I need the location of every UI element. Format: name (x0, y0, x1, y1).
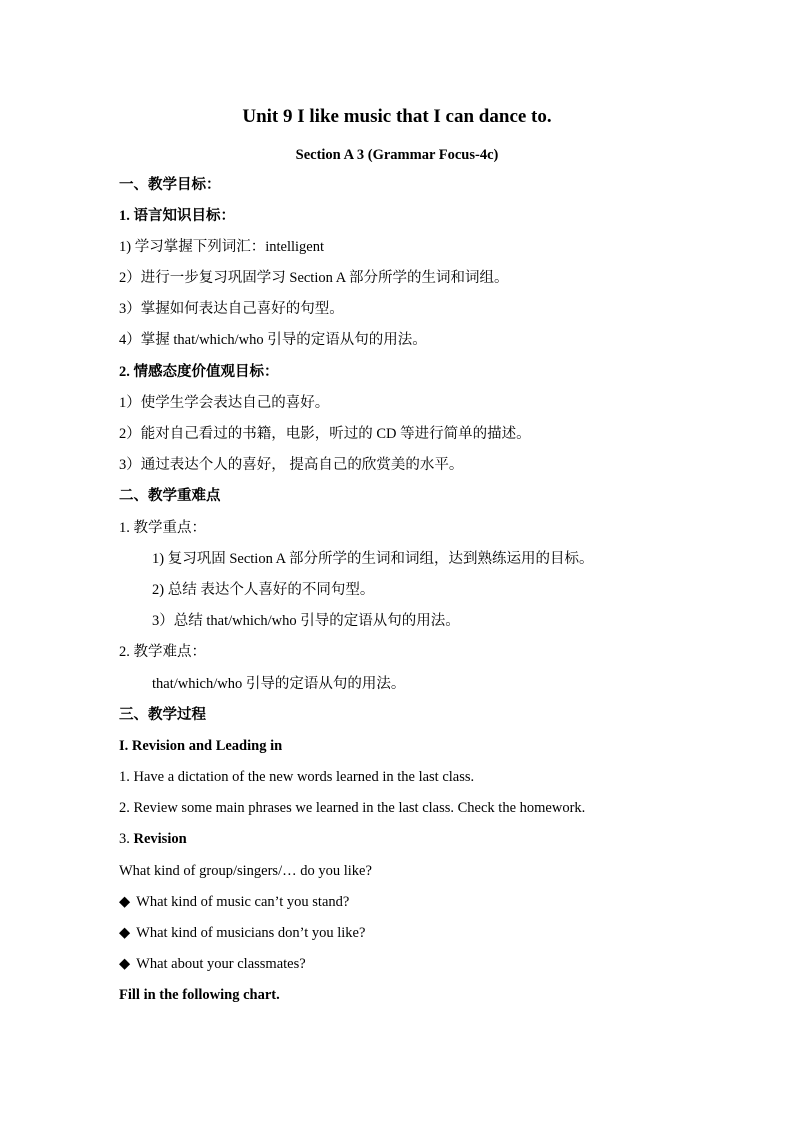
fill-chart-instruction: Fill in the following chart. (119, 987, 280, 1003)
bullet-item (119, 892, 349, 912)
revision-question: What kind of group/singers/… do you like? (119, 863, 372, 879)
focus-label: 1. 教学重点： (119, 520, 206, 536)
objectives-heading: 一、教学目标： (119, 177, 221, 193)
language-objective-item: 4）掌握 that/which/who 引导的定语从句的用法。 (119, 332, 427, 348)
process-heading: 三、教学过程 (119, 707, 206, 723)
step-review: 2. Review some main phrases we learned in the last class. Check the homework. (119, 800, 586, 816)
diamond-bullet-icon: ◆ (119, 925, 131, 941)
focus-item: 3）总结 that/which/who 引导的定语从句的用法。 (152, 613, 460, 629)
focus-item: 1) 复习巩固 Section A 部分所学的生词和词组，达到熟练运用的目标。 (152, 551, 594, 567)
key-points-heading: 二、教学重难点 (119, 488, 221, 504)
emotion-objective-item: 3）通过表达个人的喜好， 提高自己的欣赏美的水平。 (119, 457, 464, 473)
bullet-item (119, 954, 306, 974)
bullet-text: What kind of musicians don’t you like? (136, 925, 366, 941)
page-title: Unit 9 I like music that I can dance to. (242, 106, 552, 127)
language-objectives-heading: 1. 语言知识目标： (119, 208, 235, 224)
step-revision-number: 3. (119, 831, 134, 847)
difficulty-item: that/which/who 引导的定语从句的用法。 (152, 676, 406, 692)
page-subtitle: Section A 3 (Grammar Focus-4c) (295, 147, 499, 163)
difficulty-label: 2. 教学难点： (119, 644, 206, 660)
step-dictation: 1. Have a dictation of the new words learned in the last class. (119, 769, 475, 785)
focus-item: 2) 总结 表达个人喜好的不同句型。 (152, 582, 375, 598)
emotion-objective-item: 2）能对自己看过的书籍，电影，听过的 CD 等进行简单的描述。 (119, 426, 531, 442)
bullet-text: What kind of music can’t you stand? (136, 894, 350, 910)
language-objective-item: 3）掌握如何表达自己喜好的句型。 (119, 301, 344, 317)
emotion-objectives-heading: 2. 情感态度价值观目标： (119, 364, 279, 380)
language-objective-item: 2）进行一步复习巩固学习 Section A 部分所学的生词和词组。 (119, 270, 509, 286)
bullet-item (119, 923, 365, 943)
language-objective-item: 1) 学习掌握下列词汇：intelligent (119, 239, 324, 255)
step-revision (119, 829, 187, 849)
diamond-bullet-icon: ◆ (119, 956, 131, 972)
step-revision-label: Revision (133, 831, 187, 847)
section-revision-heading: I. Revision and Leading in (119, 738, 283, 754)
bullet-text: What about your classmates? (136, 956, 306, 972)
diamond-bullet-icon: ◆ (119, 894, 131, 910)
emotion-objective-item: 1）使学生学会表达自己的喜好。 (119, 395, 330, 411)
